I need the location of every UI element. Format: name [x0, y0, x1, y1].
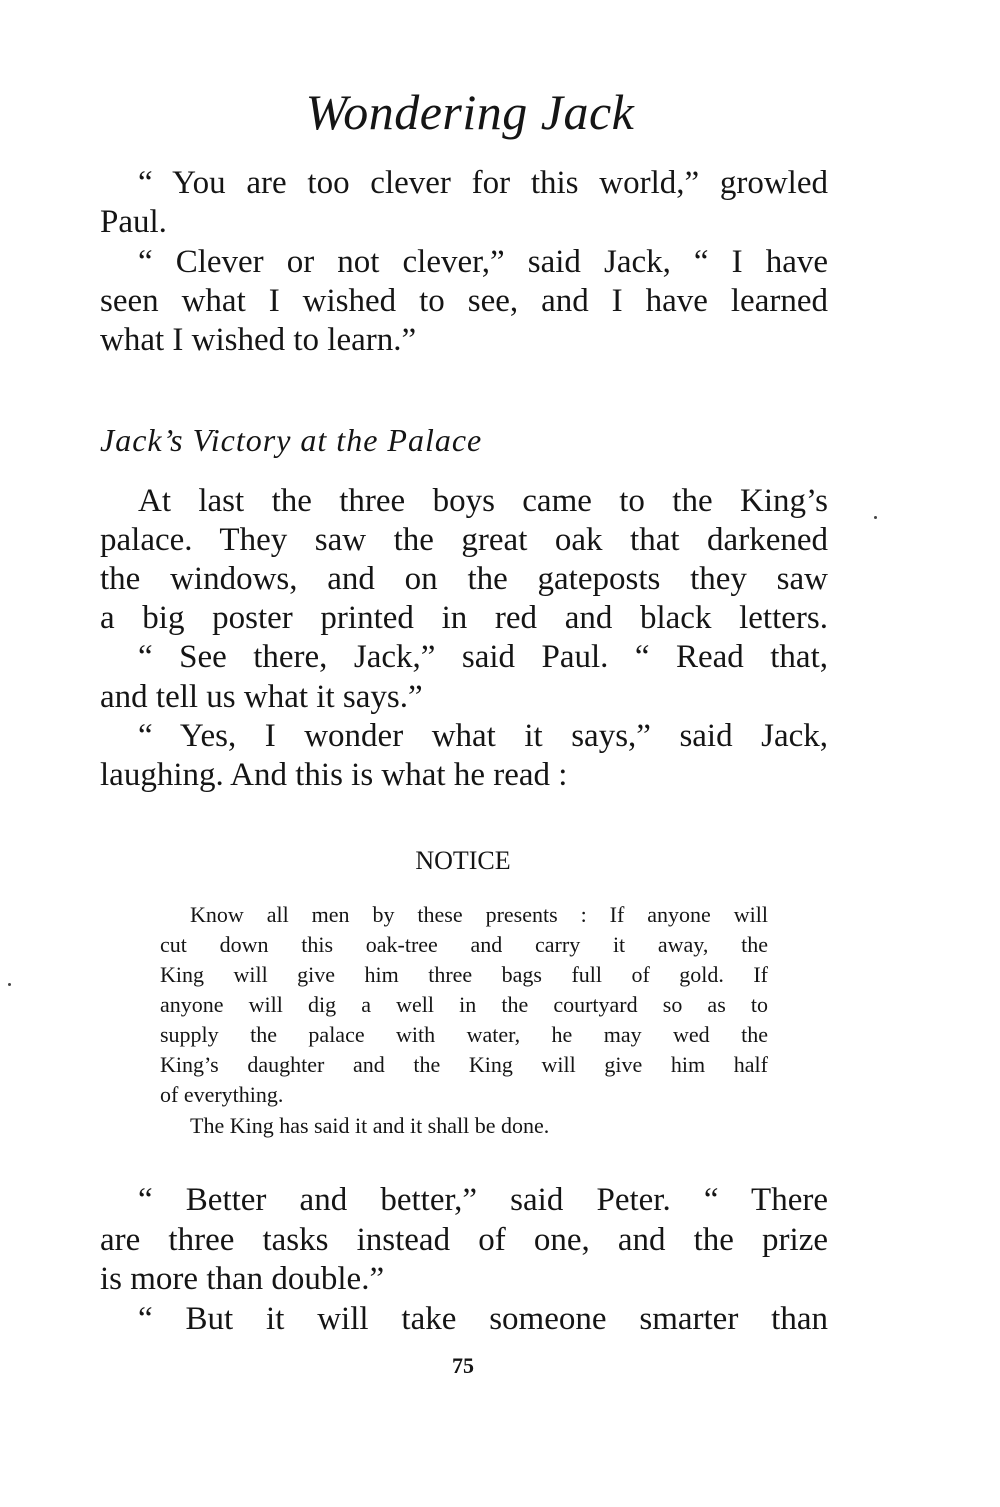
text-line: “ See there, Jack,” said Paul. “ Read that, — [138, 639, 828, 675]
notice-line: Know all men by these presents : If anyone will — [190, 902, 768, 927]
text-line: what I wished to learn.” — [100, 322, 417, 358]
text-line: seen what I wished to see, and I have learned — [100, 283, 828, 319]
text-line: is more than double.” — [100, 1261, 385, 1297]
page-number: 75 — [452, 1353, 474, 1378]
scan-speck — [874, 516, 877, 519]
notice-line: King will give him three bags full of gold. If — [160, 962, 768, 987]
notice-line: anyone will dig a well in the courtyard so as to — [160, 992, 768, 1017]
text-line: “ Yes, I wonder what it says,” said Jack, — [138, 718, 828, 754]
notice-title: NOTICE — [415, 846, 511, 875]
running-head: Wondering Jack — [305, 84, 635, 140]
text-line: At last the three boys came to the King’s — [138, 483, 828, 519]
notice-line: supply the palace with water, he may wed the — [160, 1022, 768, 1047]
notice-line: of everything. — [160, 1082, 284, 1107]
text-line: are three tasks instead of one, and the prize — [100, 1222, 828, 1258]
notice-line: The King has said it and it shall be done. — [190, 1113, 550, 1138]
text-line: “ But it will take someone smarter than — [138, 1301, 828, 1337]
notice-line: King’s daughter and the King will give him half — [160, 1052, 768, 1077]
text-line: Paul. — [100, 204, 167, 240]
text-line: “ Better and better,” said Peter. “ There — [138, 1182, 828, 1218]
text-line: “ You are too clever for this world,” growled — [138, 165, 828, 201]
text-line: palace. They saw the great oak that darkened — [100, 522, 828, 558]
text-line: the windows, and on the gateposts they saw — [100, 561, 828, 597]
text-line: laughing. And this is what he read : — [100, 757, 568, 793]
scan-speck — [8, 983, 11, 986]
text-line: and tell us what it says.” — [100, 679, 423, 715]
notice-line: cut down this oak-tree and carry it away, the — [160, 932, 768, 957]
text-line: “ Clever or not clever,” said Jack, “ I have — [138, 244, 828, 280]
text-line: a big poster printed in red and black letters. — [100, 600, 828, 636]
section-heading: Jack’s Victory at the Palace — [100, 422, 483, 458]
